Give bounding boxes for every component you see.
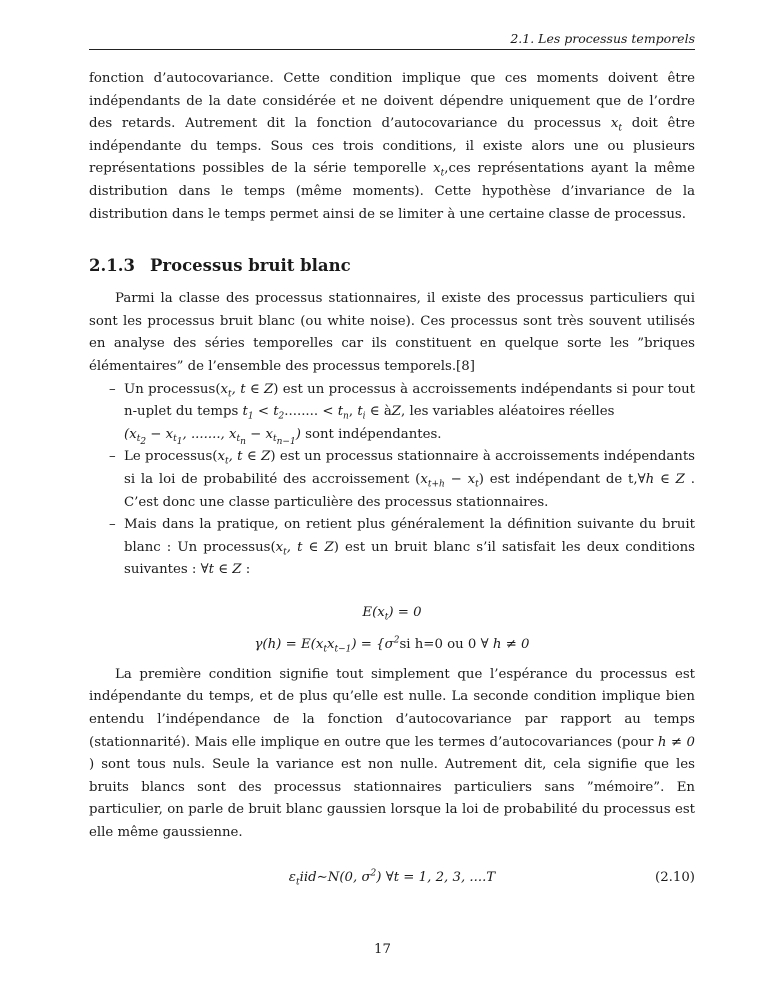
paragraph-autocovariance: fonction d’autocovariance. Cette condition implique que ces moments doivent être indépendants de la date considérée et ne doivent dépendre uniquement que de l’ordre des retards. Autrement dit la fonction d’autocovariance du processus $x_t$ doit être indépendante du temps. Sous ces trois conditions, il existe alors une ou plusieurs représentations possibles de la série temporelle $x_t,ces$ représentations ayant la même distribution dans le temps (même moments). Cette hypothèse d’invariance de la distribution dans le temps permet ainsi de se limiter à une certaine classe de processus. [89,71,695,222]
paragraph-intro-white-noise: Parmi la classe des processus stationnaires, il existe des processus particuliers qui sont les processus bruit blanc (ou white noise). Ces processus sont très souvent utilisés en analyse des séries temporelles car ils constituent en quelque sorte les ”briques élémentaires” de l’ensemble des processus temporels.[8] [89,291,695,374]
equation-expectation: $E(x_t) = 0$ [362,604,422,623]
section-title: Processus bruit blanc [150,256,351,276]
running-header [89,29,695,50]
header-title: 2.1. Les processus temporels [510,31,695,46]
equation-number: (2.10) [655,869,695,885]
equation-gaussian-white-noise [89,870,695,892]
list-item: – Un $processus(x_t$, t ∈ Z) est un processus à accroissements indépendants si pour tout n-uplet du temps $t_1 < t_2$........ < $t_n$, $t_i$ ∈ àZ, les variables aléatoires réelles ($x_{t_2} - x_{t_1}$, ......., $x_{t_n} - x_{t_{n-1}}$) sont indépendantes. [109,381,695,448]
list-item: – Mais dans la pratique, on retient plus généralement la définition suivante du bruit blanc : Un $processus(x_t$, t ∈ Z) est un bruit blanc s’il satisfait les deux conditions suivantes : ∀t ∈ Z : [109,517,696,578]
page-number: 17 [374,942,391,957]
page-content [89,68,695,892]
paragraph-interpretation: La première condition signifie tout simplement que l’espérance du processus est indépendante du temps, et de plus qu’elle est nulle. La seconde condition implique bien entendu l’indépendance de la fonction d’autocovariance par rapport au temps (stationnarité). Mais elle implique en outre que les termes d’autocovariances (pour h ≠ 0 ) sont tous nuls. Seule la variance est non nulle. Autrement dit, cela signifie que les bruits blancs sont des processus stationnaires particuliers sans ”mémoire”. En particulier, on parle de bruit blanc gaussien lorsque la loi de probabilité du processus est elle même gaussienne. [89,666,695,841]
equation-formula: $\varepsilon_tiid\sim N(0$, $\sigma^2$) ∀t = 1, 2, 3, ....T [288,868,496,888]
definition-list [89,379,695,582]
section-heading [89,256,695,276]
section-number: 2.1.3 [89,256,135,276]
equation-autocovariance: $\gamma(h) = E(x_tx_{t-1}) = \{\sigma^2si$ h=0 ou 0 ∀ h ≠ 0 [254,635,530,655]
list-item: – Le $processus(x_t$, t ∈ Z) est un processus stationnaire à accroissements indépendants si la loi de probabilité des accroissement $(x_{t+h} - x_t)$ est indépendant de t,∀h ∈ Z . C’est donc une classe particulière des processus stationnaires. [109,449,695,510]
